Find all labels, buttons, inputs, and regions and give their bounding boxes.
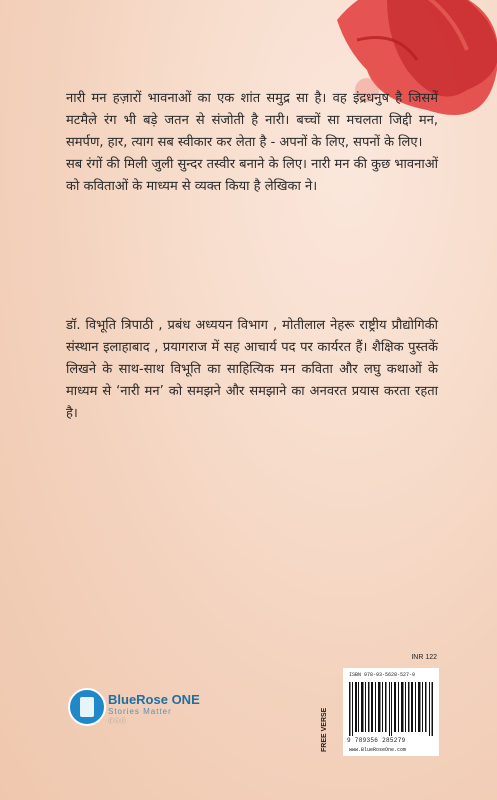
author-bio [66,315,438,425]
blurb-text-2: सब रंगों की मिली जुली सुन्दर तस्वीर बनाने के लिए। नारी मन की कुछ भावनाओं को कविताओं के माध्यम से व्यक्त किया है लेखिका ने। [66,157,438,194]
barcode-icon [349,682,433,736]
blurb-paragraph [66,88,438,198]
publisher-tagline: Stories Matter [108,707,172,716]
publisher-name: BlueRose ONE [108,692,200,707]
barcode-box [343,668,439,756]
author-bio-text: डॉ. विभूति त्रिपाठी , प्रबंध अध्ययन विभाग , मोतीलाल नेहरू राष्ट्रीय प्रौद्योगिकी संस्थान इलाहाबाद , प्रयागराज में सह आचार्य पद पर कार्यरत हैं। शैक्षिक पुस्तकें लिखने के साथ-साथ विभूति का साहित्यिक मन कविता और लघु कथाओं के माध्यम से ‘नारी मन’ को समझने और समझाने का अनवरत प्रयास करता रहता है। [66,318,438,421]
isbn-text: ISBN 978-93-5628-527-9 [349,672,416,678]
barcode-number: 9 789356 285279 [347,737,406,744]
publisher-website: www.BlueRoseOne.com [349,747,407,753]
blurb-text-1: नारी मन हज़ारों भावनाओं का एक शांत समुद्र सा है। वह इंद्रधनुष है जिसमें मटमैले रंग भी बड़े जतन से संजोती है नारी। बच्चों सा मचलता जिद्दी मन, समर्पण, हार, त्याग सब स्वीकार कर लेता है - अपनों के लिए, सपनों के लिए। [66,91,438,150]
publisher-logo [68,688,218,724]
social-icons: ⓕⓘⓣ [108,718,127,725]
barcode-area [321,654,445,760]
price-label: INR 122 [411,654,437,661]
publisher-logo-icon [68,688,106,726]
genre-label: FREE VERSE [321,707,328,752]
